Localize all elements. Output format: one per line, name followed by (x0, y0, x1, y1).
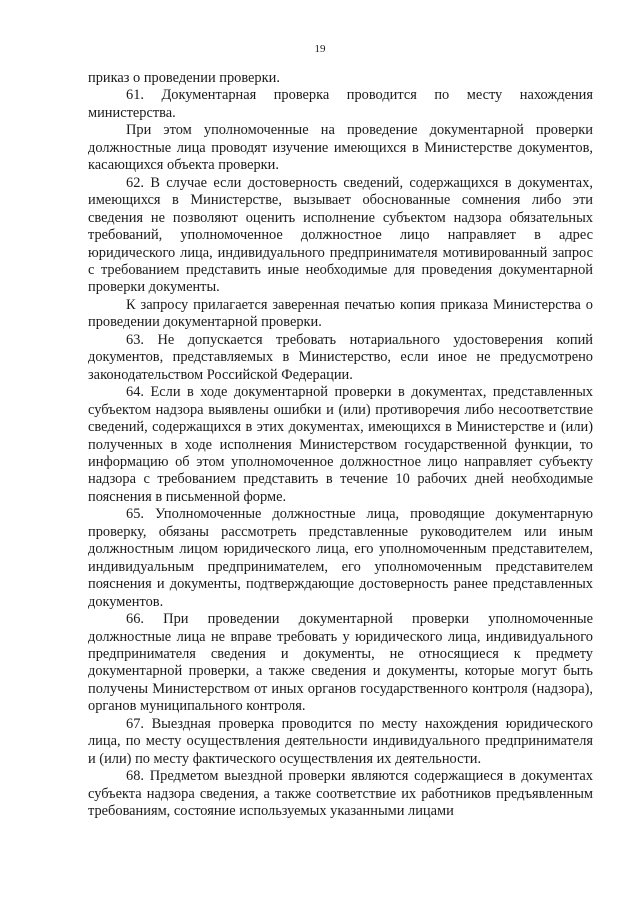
paragraph-66: 66. При проведении документарной проверки уполномоченные должностные лица не вправе требовать у юридического лица, индивидуального предпринимателя сведения и документы, не относящиеся к предмету документарной проверки, а также сведения и документы, которые могут быть получены Министерством от иных органов государственного контроля (надзора), органов муниципального контроля. (88, 611, 593, 715)
paragraph-65: 65. Уполномоченные должностные лица, проводящие документарную проверку, обязаны рассмотреть представленные руководителем или иным должностным лицом юридического лица, его уполномоченным представителем, индивидуальным предпринимателем, его уполномоченным представителем пояснения и документы, подтверждающие достоверность ранее представленных документов. (88, 506, 593, 610)
paragraph-63: 63. Не допускается требовать нотариального удостоверения копий документов, представляемых в Министерство, если иное не предусмотрено законодательством Российской Федерации. (88, 331, 593, 383)
paragraph-61: 61. Документарная проверка проводится по месту нахождения министерства. (88, 87, 593, 121)
paragraph-68: 68. Предметом выездной проверки являются содержащиеся в документах субъекта надзора сведения, а также соответствие их работников предъявленным требованиям, состояние используемых указанными лицами (88, 768, 593, 820)
document-body (88, 70, 593, 820)
paragraph-64: 64. Если в ходе документарной проверки в документах, представленных субъектом надзора выявлены ошибки и (или) противоречия либо несоответствие сведений, содержащихся в этих документах, имеющихся в Министерстве и (или) полученных в ходе исполнения Министерством государственной функции, то информацию об этом уполномоченное должностное лицо направляет субъекту надзора с требованием представить в течение 10 рабочих дней необходимые пояснения в письменной форме. (88, 384, 593, 505)
paragraph-62: 62. В случае если достоверность сведений, содержащихся в документах, имеющихся в Министерстве, вызывает обоснованные сомнения либо эти сведения не позволяют оценить исполнение субъектом надзора обязательных требований, уполномоченное должностное лицо направляет в адрес юридического лица, индивидуального предпринимателя мотивированный запрос с требованием представить иные необходимые для проведения документарной проверки документы. (88, 174, 593, 296)
paragraph-continuation: приказ о проведении проверки. (88, 70, 280, 86)
paragraph-61-note: При этом уполномоченные на проведение документарной проверки должностные лица проводят изучение имеющихся в Министерстве документов, касающихся объекта проверки. (88, 122, 593, 174)
page-number: 19 (314, 43, 326, 55)
paragraph-67: 67. Выездная проверка проводится по месту нахождения юридического лица, по месту осуществления деятельности индивидуального предпринимателя и (или) по месту фактического осуществления их деятельности. (88, 715, 593, 767)
paragraph-62-note: К запросу прилагается заверенная печатью копия приказа Министерства о проведении документарной проверки. (88, 296, 593, 331)
